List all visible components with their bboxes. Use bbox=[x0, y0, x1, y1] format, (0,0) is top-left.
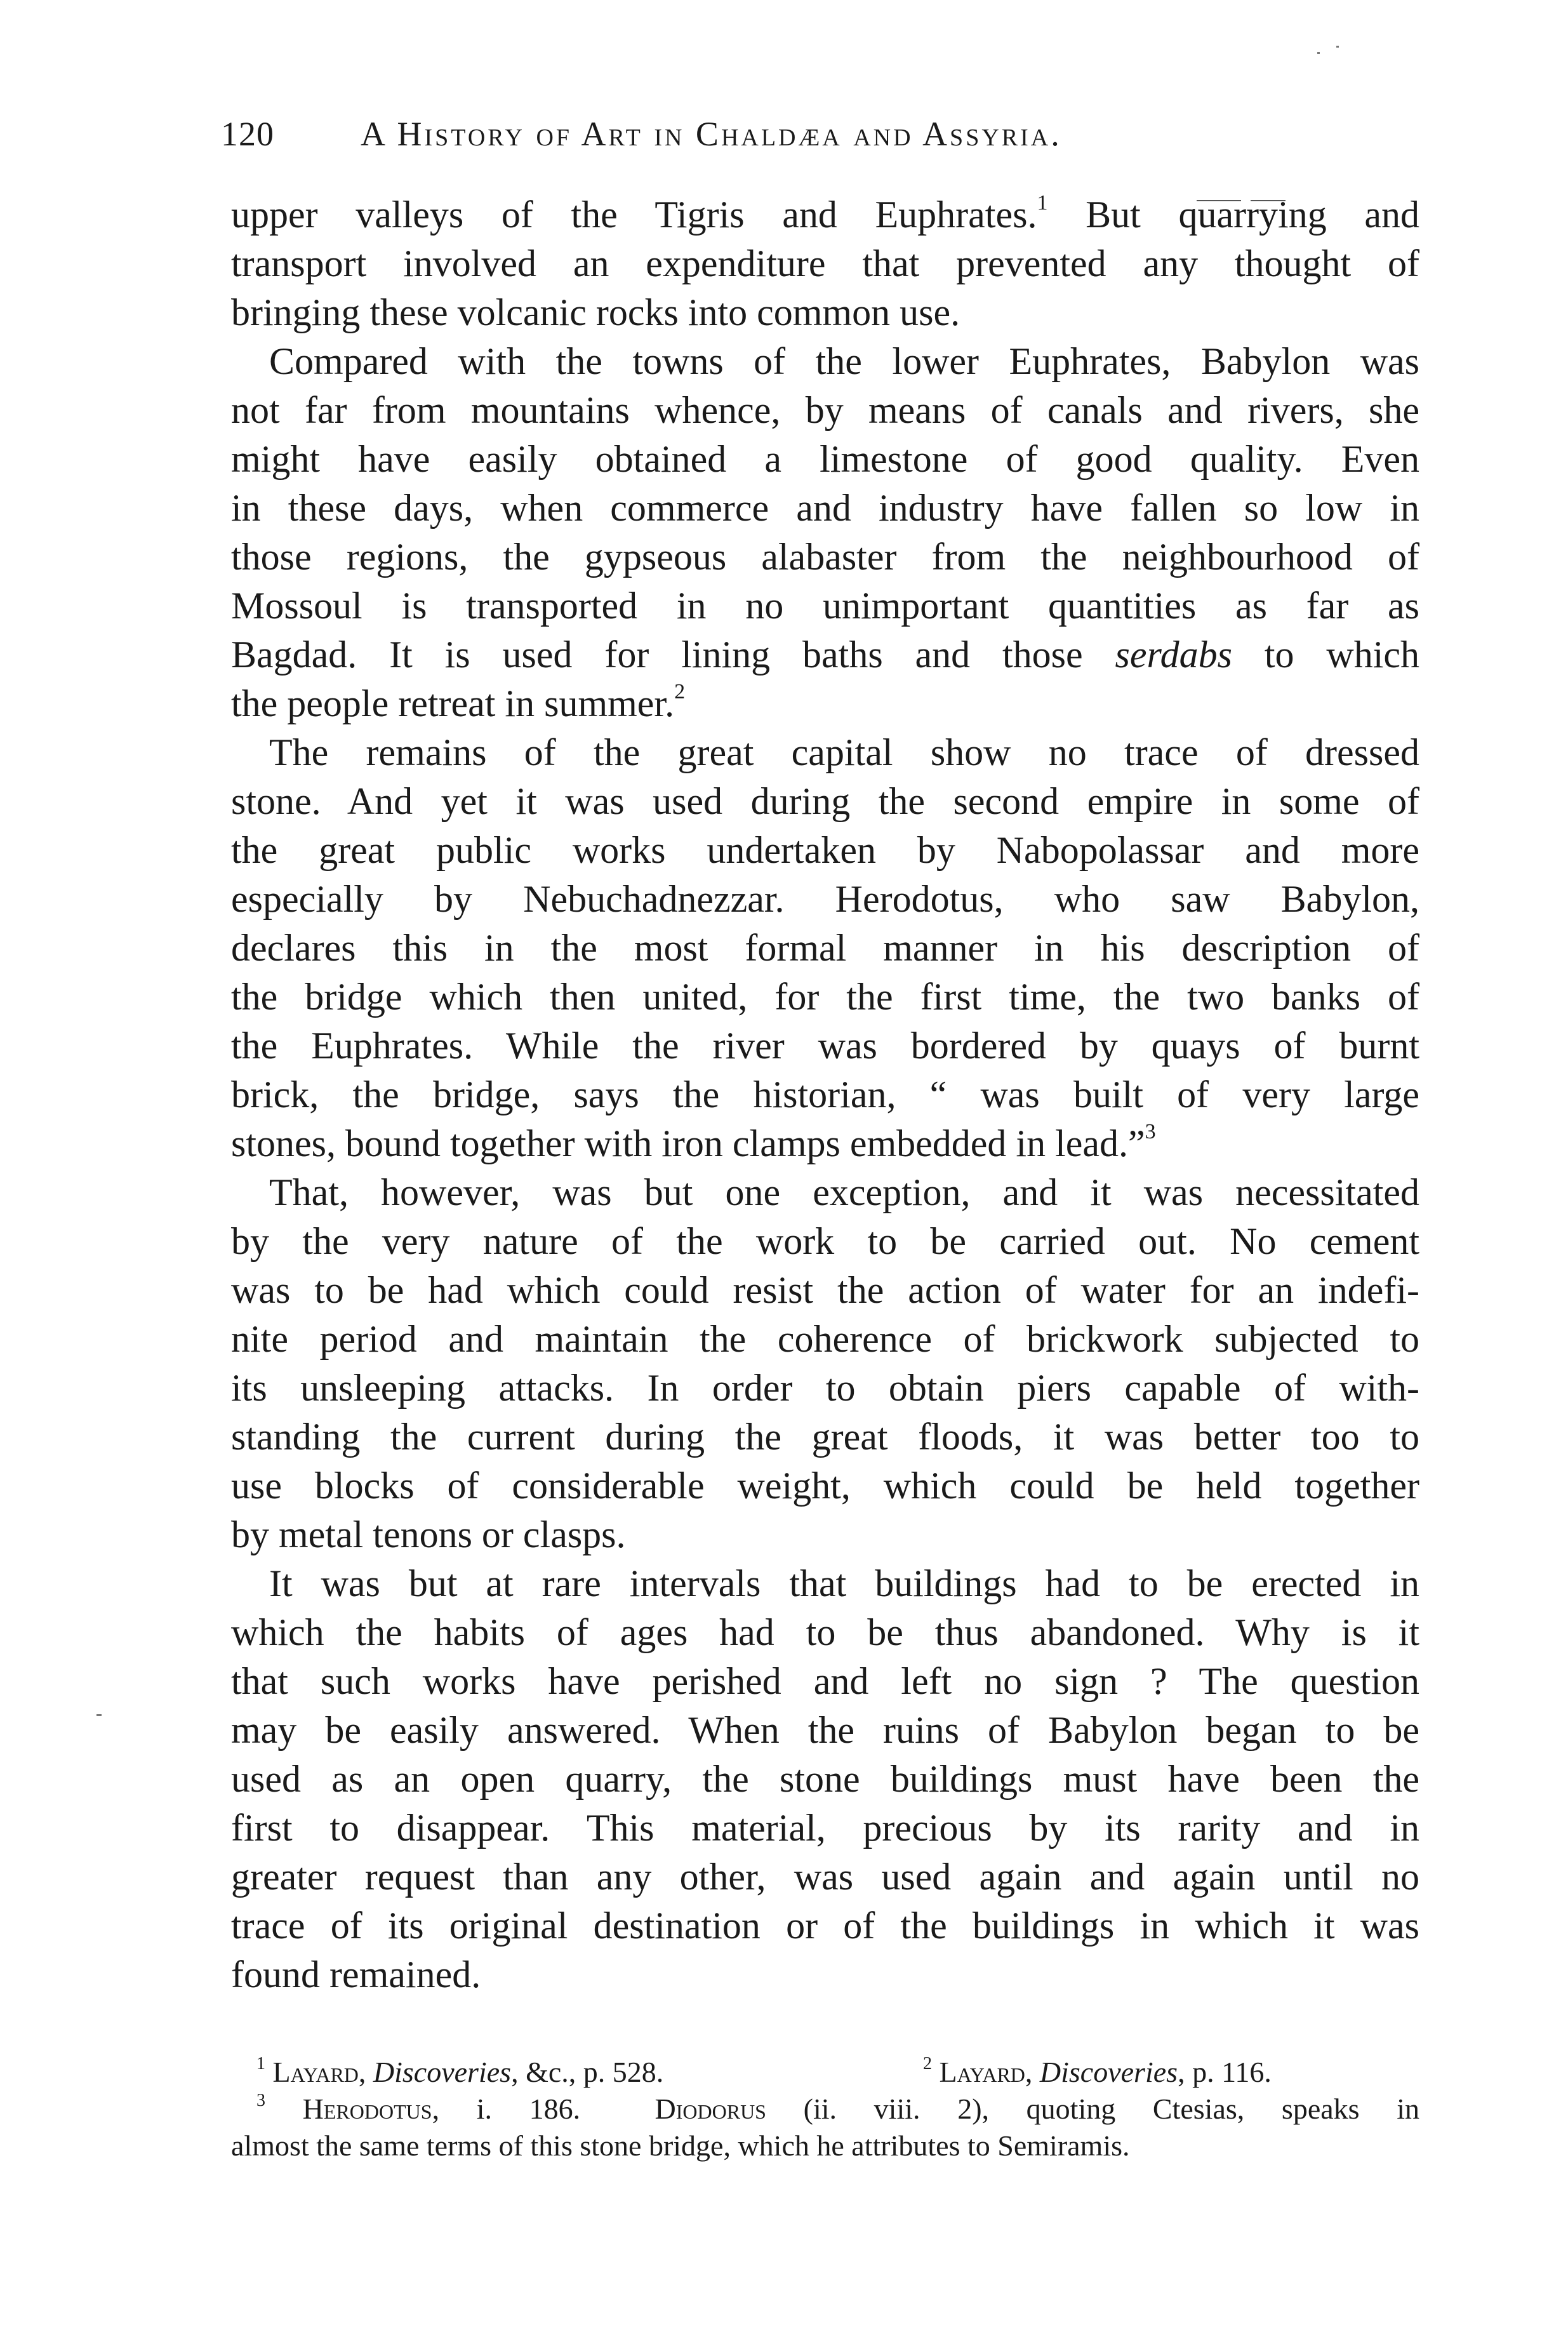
line-text: It was but at rare intervals that buildings had to be erected in bbox=[269, 1562, 1419, 1604]
text-line bbox=[231, 484, 1419, 533]
line-text: stones, bound together with iron clamps embedded in lead.” bbox=[231, 1122, 1145, 1164]
text-line bbox=[231, 582, 1419, 630]
text-line bbox=[231, 875, 1419, 924]
text-line bbox=[231, 190, 1419, 239]
footnote-reference[interactable]: 1 bbox=[1037, 191, 1048, 215]
line-text: by the very nature of the work to be carried out. No cement bbox=[231, 1220, 1419, 1262]
text-line bbox=[231, 777, 1419, 826]
line-text: transport involved an expenditure that prevented any thought of bbox=[231, 243, 1419, 284]
footnote-ref: , &c., p. 528. bbox=[511, 2056, 664, 2088]
line-text: was to be had which could resist the action of water for an indefi- bbox=[231, 1269, 1419, 1311]
line-text: those regions, the gypseous alabaster from the neighbourhood of bbox=[231, 536, 1419, 578]
line-text: But quarrying and bbox=[1047, 194, 1419, 236]
text-line bbox=[231, 435, 1419, 484]
line-text: not far from mountains whence, by means of canals and rivers, she bbox=[231, 389, 1419, 431]
text-line bbox=[231, 1022, 1419, 1070]
text-line bbox=[231, 1804, 1419, 1853]
body-text bbox=[231, 190, 1419, 1999]
scan-speck bbox=[1336, 46, 1339, 48]
text-line bbox=[231, 1315, 1419, 1364]
text-line bbox=[231, 973, 1419, 1022]
footnote-title: Discoveries bbox=[1039, 2056, 1178, 2088]
footnote-author: Layard bbox=[939, 2056, 1025, 2088]
footnote-ref: , i. 186. bbox=[432, 2093, 655, 2125]
text-line bbox=[231, 239, 1419, 288]
footnote-3-continuation: almost the same terms of this stone bridge, which he attributes to Semiramis. bbox=[231, 2129, 1130, 2162]
scan-speck bbox=[1317, 52, 1320, 54]
line-text: brick, the bridge, says the historian, “ was built of very large bbox=[231, 1074, 1419, 1115]
line-text: The remains of the great capital show no trace of dressed bbox=[269, 731, 1419, 773]
text-line bbox=[231, 1755, 1419, 1804]
footnote-mark: 3 bbox=[256, 2091, 265, 2110]
line-text: standing the current during the great floods, it was better too to bbox=[231, 1416, 1419, 1458]
line-text: the bridge which then united, for the first time, the two banks of bbox=[231, 976, 1419, 1018]
text-line bbox=[231, 826, 1419, 875]
footnote-ref: (ii. viii. 2), quoting Ctesias, speaks in bbox=[766, 2093, 1420, 2125]
footnote-author: Layard bbox=[272, 2056, 359, 2088]
footnote-ref: , p. 116. bbox=[1178, 2056, 1272, 2088]
text-line bbox=[231, 1217, 1419, 1266]
footnote-reference[interactable]: 2 bbox=[674, 680, 686, 703]
line-text: the Euphrates. While the river was bordered by quays of burnt bbox=[231, 1025, 1419, 1067]
text-line bbox=[231, 1853, 1419, 1901]
line-text: its unsleeping attacks. In order to obtain piers capable of with- bbox=[231, 1367, 1419, 1409]
scan-speck bbox=[96, 1714, 102, 1716]
text-line bbox=[231, 337, 1419, 386]
text-line bbox=[231, 1657, 1419, 1706]
text-line bbox=[231, 1462, 1419, 1510]
line-text: Mossoul is transported in no unimportant quantities as far as bbox=[231, 585, 1419, 627]
text-line bbox=[231, 1119, 1419, 1168]
text-line bbox=[231, 630, 1419, 679]
line-text: declares this in the most formal manner in his description of bbox=[231, 927, 1419, 969]
text-line bbox=[231, 728, 1419, 777]
line-text: to which bbox=[1232, 634, 1419, 676]
line-text: That, however, was but one exception, and it was necessitated bbox=[269, 1171, 1419, 1213]
footnote-mark: 2 bbox=[923, 2054, 932, 2074]
line-text: may be easily answered. When the ruins of Babylon began to be bbox=[231, 1709, 1419, 1751]
text-line bbox=[231, 386, 1419, 435]
text-line bbox=[231, 1510, 1419, 1559]
line-text: use blocks of considerable weight, which could be held together bbox=[231, 1465, 1419, 1507]
line-text: the great public works undertaken by Nabopolassar and more bbox=[231, 829, 1419, 871]
line-text: greater request than any other, was used again and again until no bbox=[231, 1856, 1419, 1898]
line-text: Compared with the towns of the lower Euphrates, Babylon was bbox=[269, 340, 1419, 382]
line-text: bringing these volcanic rocks into common use. bbox=[231, 291, 960, 333]
line-text: first to disappear. This material, precious by its rarity and in bbox=[231, 1807, 1419, 1849]
text-line bbox=[231, 679, 1419, 728]
text-line bbox=[231, 1364, 1419, 1413]
line-text: Bagdad. It is used for lining baths and those bbox=[231, 634, 1115, 676]
text-line bbox=[231, 1168, 1419, 1217]
running-title: A History of Art in Chaldæa and Assyria. bbox=[361, 115, 1062, 153]
text-line bbox=[231, 924, 1419, 973]
text-line bbox=[231, 1608, 1419, 1657]
text-line bbox=[231, 1706, 1419, 1755]
line-text: stone. And yet it was used during the second empire in some of bbox=[231, 780, 1419, 822]
footnote-1: $^1$ Layard, Discoveries, &c., p. 528. bbox=[256, 2054, 664, 2088]
text-line bbox=[231, 1901, 1419, 1950]
line-text: might have easily obtained a limestone of good quality. Even bbox=[231, 438, 1419, 480]
line-text: especially by Nebuchadnezzar. Herodotus, who saw Babylon, bbox=[231, 878, 1419, 920]
text-line bbox=[231, 288, 1419, 337]
line-text: found remained. bbox=[231, 1954, 481, 1995]
italic-term: serdabs bbox=[1115, 634, 1232, 676]
line-text: that such works have perished and left no sign ? The question bbox=[231, 1660, 1419, 1702]
line-text: the people retreat in summer. bbox=[231, 683, 675, 724]
line-text: trace of its original destination or of the buildings in which it was bbox=[231, 1905, 1419, 1947]
text-line bbox=[231, 533, 1419, 582]
footnote-3 bbox=[256, 2091, 1419, 2128]
footnote-title: Discoveries bbox=[373, 2056, 512, 2088]
footnote-author: Diodorus bbox=[654, 2093, 766, 2125]
text-line bbox=[231, 1950, 1419, 1999]
line-text: by metal tenons or clasps. bbox=[231, 1514, 626, 1555]
line-text: upper valleys of the Tigris and Euphrates. bbox=[231, 194, 1037, 236]
line-text: which the habits of ages had to be thus abandoned. Why is it bbox=[231, 1611, 1419, 1653]
text-line bbox=[231, 1070, 1419, 1119]
footnote-reference[interactable]: 3 bbox=[1145, 1120, 1156, 1143]
page-number: 120 bbox=[221, 115, 274, 153]
text-line bbox=[231, 1413, 1419, 1462]
text-line bbox=[231, 1559, 1419, 1608]
footnote-mark: 1 bbox=[256, 2054, 265, 2074]
footnote-author: Herodotus bbox=[302, 2093, 432, 2125]
line-text: used as an open quarry, the stone buildings must have been the bbox=[231, 1758, 1419, 1800]
text-line bbox=[231, 1266, 1419, 1315]
line-text: in these days, when commerce and industry have fallen so low in bbox=[231, 487, 1419, 529]
running-header bbox=[221, 114, 1262, 165]
footnote-2: $^2$ Layard, Discoveries, p. 116. bbox=[923, 2054, 1272, 2088]
line-text: nite period and maintain the coherence of brickwork subjected to bbox=[231, 1318, 1419, 1360]
